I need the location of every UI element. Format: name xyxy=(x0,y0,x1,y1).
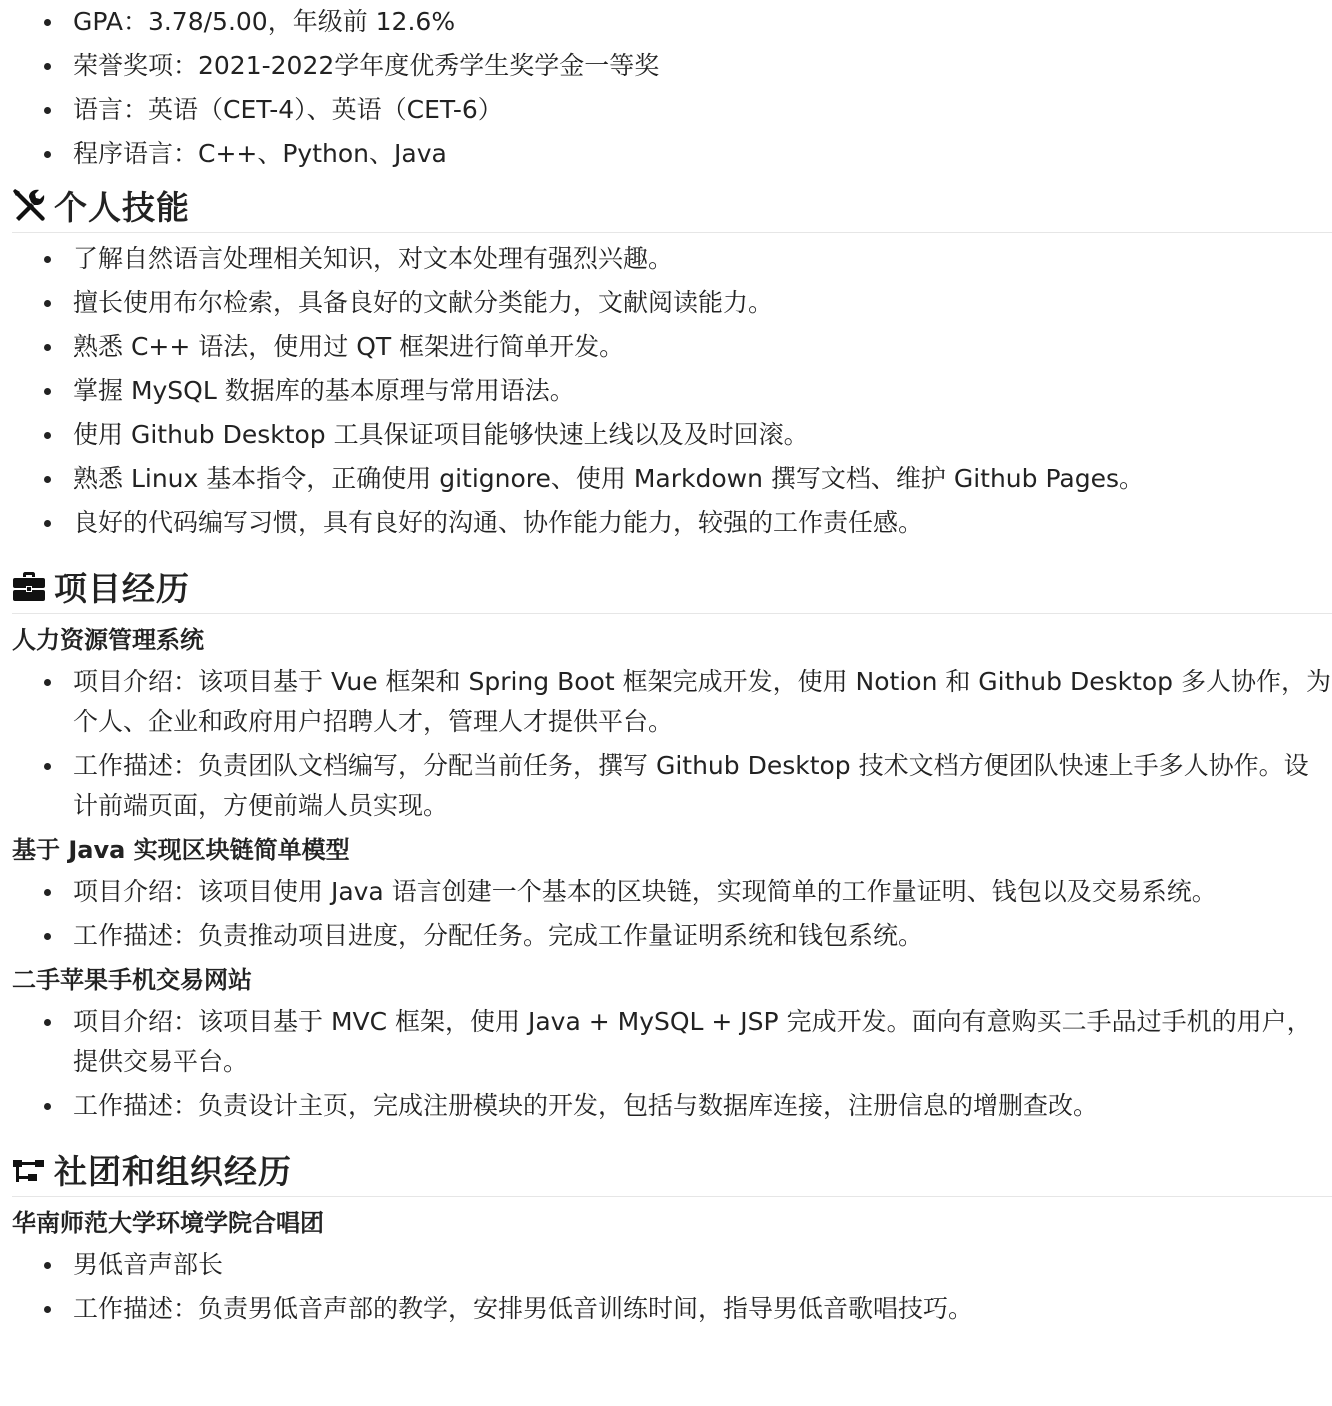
sitemap-icon xyxy=(12,1152,46,1186)
list-item: 良好的代码编写习惯，具有良好的沟通、协作能力能力，较强的工作责任感。 xyxy=(12,503,1332,543)
project-bullets xyxy=(12,872,1332,956)
project-title: 基于 Java 实现区块链简单模型 xyxy=(12,836,350,864)
project-bullets xyxy=(12,1002,1332,1126)
list-item: 了解自然语言处理相关知识，对文本处理有强烈兴趣。 xyxy=(12,239,1332,279)
list-item: GPA：3.78/5.00，年级前 12.6% xyxy=(12,2,1332,42)
list-item: 熟悉 C++ 语法，使用过 QT 框架进行简单开发。 xyxy=(12,327,1332,367)
list-item: 工作描述：负责推动项目进度，分配任务。完成工作量证明系统和钱包系统。 xyxy=(12,916,1332,956)
list-item: 语言：英语（CET-4）、英语（CET-6） xyxy=(12,90,1332,130)
list-item: 项目介绍：该项目基于 MVC 框架，使用 Java + MySQL + JSP 完成开发。面向有意购买二手品过手机的用户，提供交易平台。 xyxy=(12,1002,1332,1082)
project-entry xyxy=(12,830,1332,956)
organization-entry xyxy=(12,1203,1332,1329)
list-item: 工作描述：负责设计主页，完成注册模块的开发，包括与数据库连接，注册信息的增删查改。 xyxy=(12,1086,1332,1126)
project-bullets xyxy=(12,662,1332,826)
skills-list xyxy=(12,239,1332,543)
list-item: 项目介绍：该项目使用 Java 语言创建一个基本的区块链，实现简单的工作量证明、钱包以及交易系统。 xyxy=(12,872,1332,912)
list-item: 工作描述：负责团队文档编写，分配当前任务，撰写 Github Desktop 技术文档方便团队快速上手多人协作。设计前端页面，方便前端人员实现。 xyxy=(12,746,1332,826)
list-item: 熟悉 Linux 基本指令，正确使用 gitignore、使用 Markdown 撰写文档、维护 Github Pages。 xyxy=(12,459,1332,499)
project-title: 二手苹果手机交易网站 xyxy=(12,966,252,994)
list-item: 擅长使用布尔检索，具备良好的文献分类能力，文献阅读能力。 xyxy=(12,283,1332,323)
organization-bullets xyxy=(12,1245,1332,1329)
section-title: 社团和组织经历 xyxy=(54,1151,292,1191)
briefcase-icon xyxy=(12,569,46,603)
list-item: 程序语言：C++、Python、Java xyxy=(12,134,1332,174)
section-header-organizations xyxy=(12,1144,1332,1197)
organization-title: 华南师范大学环境学院合唱团 xyxy=(12,1209,324,1237)
education-list xyxy=(12,2,1332,174)
section-title: 项目经历 xyxy=(54,568,190,608)
list-item: 使用 Github Desktop 工具保证项目能够快速上线以及及时回滚。 xyxy=(12,415,1332,455)
list-item: 荣誉奖项：2021-2022学年度优秀学生奖学金一等奖 xyxy=(12,46,1332,86)
tools-icon xyxy=(12,188,46,222)
project-title: 人力资源管理系统 xyxy=(12,626,204,654)
section-header-skills xyxy=(12,180,1332,233)
list-item: 男低音声部长 xyxy=(12,1245,1332,1285)
list-item: 掌握 MySQL 数据库的基本原理与常用语法。 xyxy=(12,371,1332,411)
list-item: 工作描述：负责男低音声部的教学，安排男低音训练时间，指导男低音歌唱技巧。 xyxy=(12,1289,1332,1329)
section-title: 个人技能 xyxy=(54,187,190,227)
project-entry xyxy=(12,620,1332,826)
section-header-projects xyxy=(12,561,1332,614)
project-entry xyxy=(12,960,1332,1126)
resume-page xyxy=(12,0,1332,1333)
list-item: 项目介绍：该项目基于 Vue 框架和 Spring Boot 框架完成开发，使用 Notion 和 Github Desktop 多人协作，为个人、企业和政府用户招聘人才，管理人才提供平台。 xyxy=(12,662,1332,742)
